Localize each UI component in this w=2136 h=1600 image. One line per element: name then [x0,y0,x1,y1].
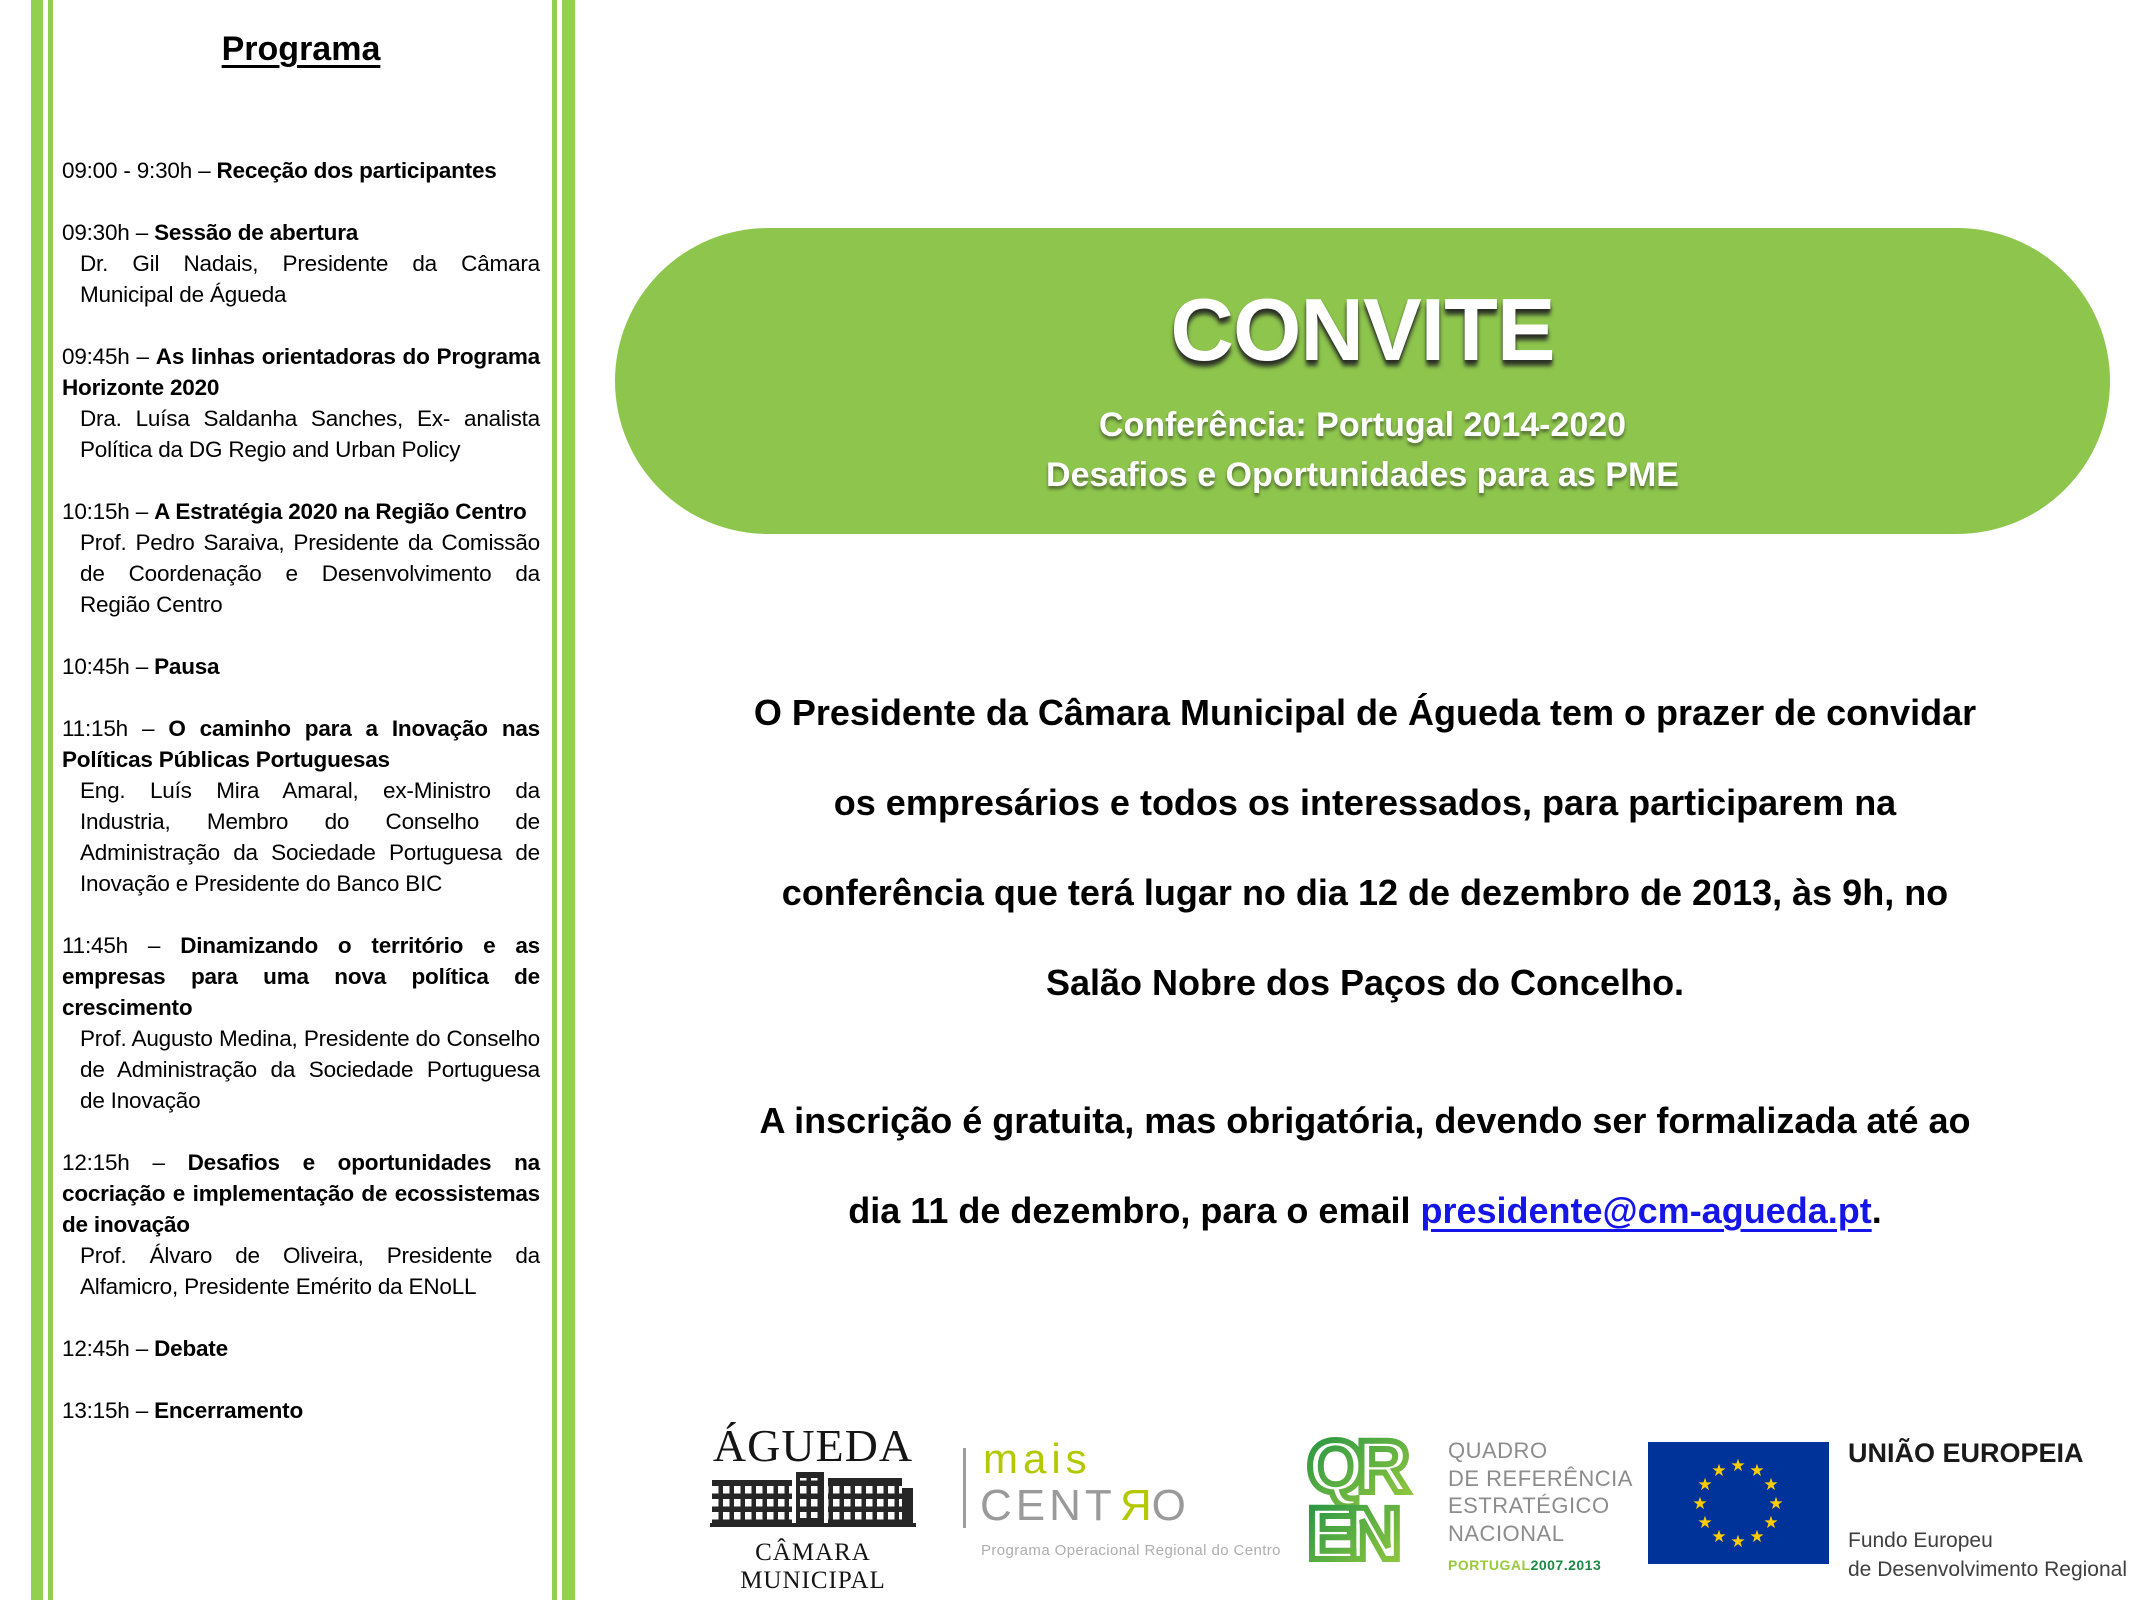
svg-text:★: ★ [1711,1461,1727,1481]
mais-centro-word-centro: CENTRO [980,1481,1190,1530]
programme-item-title: 09:00 - 9:30h – Receção dos participantes [62,158,497,183]
agueda-logo-caption: CÂMARA MUNICIPAL [740,1539,886,1594]
programme-item [62,1147,540,1302]
programme-item [62,155,540,186]
programme-item [62,1333,540,1364]
programme-item-title: 11:15h – O caminho para a Inovação nas Políticas Públicas Portuguesas [62,716,540,772]
programme-item-title: 11:45h – Dinamizando o território e as empresas para uma nova política de crescimento [62,933,540,1020]
svg-text:★: ★ [1711,1527,1727,1547]
mais-centro-tagline: Programa Operacional Regional do Centro [981,1542,1281,1559]
programme-item-speaker: Dra. Luísa Saldanha Sanches, Ex- analista Política da DG Regio and Urban Policy [80,406,540,462]
programme-item-title: 12:15h – Desafios e oportunidades na cocriação e implementação de ecossistemas de inovação [62,1150,540,1237]
svg-text:★: ★ [1730,1456,1746,1476]
svg-text:QR: QR [1307,1432,1402,1508]
eu-flag-icon [1648,1442,1829,1564]
svg-text:★: ★ [1749,1527,1765,1547]
programme-item-title: 13:15h – Encerramento [62,1398,303,1423]
invitation-banner [615,228,2110,534]
programme-sidebar [62,0,540,1457]
programme-item-speaker: Prof. Pedro Saraiva, Presidente da Comissão de Coordenação e Desenvolvimento da Região Centro [80,530,540,617]
mais-centro-divider [963,1448,966,1528]
qren-portugal-years: PORTUGAL2007.2013 [1448,1557,1602,1573]
programme-item [62,651,540,682]
svg-text:★: ★ [1692,1494,1708,1514]
agueda-building-icon [710,1470,916,1530]
qren-letters-icon [1305,1432,1435,1567]
svg-text:★: ★ [1730,1532,1746,1552]
programme-item-title: 10:15h – A Estratégia 2020 na Região Centro [62,499,527,524]
banner-subtitle-1: Conferência: Portugal 2014-2020 [1098,406,1627,444]
programme-list [62,155,540,1426]
programme-item-title: 09:45h – As linhas orientadoras do Programa Horizonte 2020 [62,344,540,400]
invitation-line: conferência que terá lugar no dia 12 de dezembro de 2013, às 9h, no [781,872,1949,913]
programme-item-title: 09:30h – Sessão de abertura [62,220,359,245]
svg-text:★: ★ [1768,1494,1784,1514]
eu-title: UNIÃO EUROPEIA [1848,1438,2084,1468]
sidebar-border-left-thick [31,0,43,1600]
programme-item-speaker: Prof. Álvaro de Oliveira, Presidente da Alfamicro, Presidente Emérito da ENoLL [80,1243,540,1299]
svg-text:EN: EN [1307,1492,1394,1567]
qren-text-block [1448,1437,1633,1580]
programme-item [62,930,540,1116]
eu-logo [1648,1438,2127,1581]
programme-item [62,217,540,310]
programme-item [62,496,540,620]
qren-line: QUADRO [1448,1438,1548,1463]
svg-text:★: ★ [1749,1461,1765,1481]
svg-text:★: ★ [1763,1513,1779,1533]
programme-item [62,341,540,465]
mais-centro-logo [960,1435,1281,1559]
programme-item [62,1395,540,1426]
sidebar-border-left-thin [48,0,53,1600]
banner-title: CONVITE [1170,280,1555,379]
qren-line: ESTRATÉGICO [1448,1493,1610,1518]
programme-heading: Programa [221,30,381,68]
qren-line: NACIONAL [1448,1520,1565,1546]
sidebar-border-right-thick [562,0,575,1600]
programme-item-title: 10:45h – Pausa [62,654,220,679]
svg-text:★: ★ [1697,1475,1713,1495]
sidebar-border-right-thin [552,0,557,1600]
invitation-line: Salão Nobre dos Paços do Concelho. [1045,962,1685,1003]
invitation-paragraph [630,668,2100,1028]
mirrored-r-glyph: R [1115,1481,1152,1530]
registration-line: A inscrição é gratuita, mas obrigatória, devendo ser formalizada até ao [759,1100,1971,1141]
programme-item-speaker: Prof. Augusto Medina, Presidente do Conselho de Administração da Sociedade Portuguesa de Inovação [80,1026,540,1113]
programme-item-title: 12:45h – Debate [62,1336,228,1361]
svg-text:★: ★ [1763,1475,1779,1495]
invitation-line: O Presidente da Câmara Municipal de Águeda tem o prazer de convidar [753,692,1977,733]
qren-logo [1305,1432,1633,1573]
programme-item-speaker: Dr. Gil Nadais, Presidente da Câmara Municipal de Águeda [80,251,540,307]
qren-line: DE REFERÊNCIA [1448,1465,1633,1491]
svg-text:★: ★ [1697,1513,1713,1533]
agueda-logo-name: ÁGUEDA [712,1420,914,1471]
programme-item-speaker: Eng. Luís Mira Amaral, ex-Ministro da Industria, Membro do Conselho de Administração da Sociedade Portuguesa de Inovação e Presidente do Banco BIC [80,778,540,896]
invitation-line: os empresários e todos os interessados, para participarem na [833,782,1897,823]
agueda-logo [693,1422,933,1595]
email-link[interactable]: presidente@cm-agueda.pt [1420,1190,1872,1231]
registration-paragraph [630,1076,2100,1256]
programme-item [62,713,540,899]
banner-subtitle-2: Desafios e Oportunidades para as PME [1046,456,1679,494]
registration-line: dia 11 de dezembro, para o email presidente@cm-agueda.pt. [848,1190,1882,1231]
mais-centro-word-mais: mais [983,1435,1092,1482]
eu-fund-caption: Fundo Europeu de Desenvolvimento Regional [1848,1529,2127,1581]
